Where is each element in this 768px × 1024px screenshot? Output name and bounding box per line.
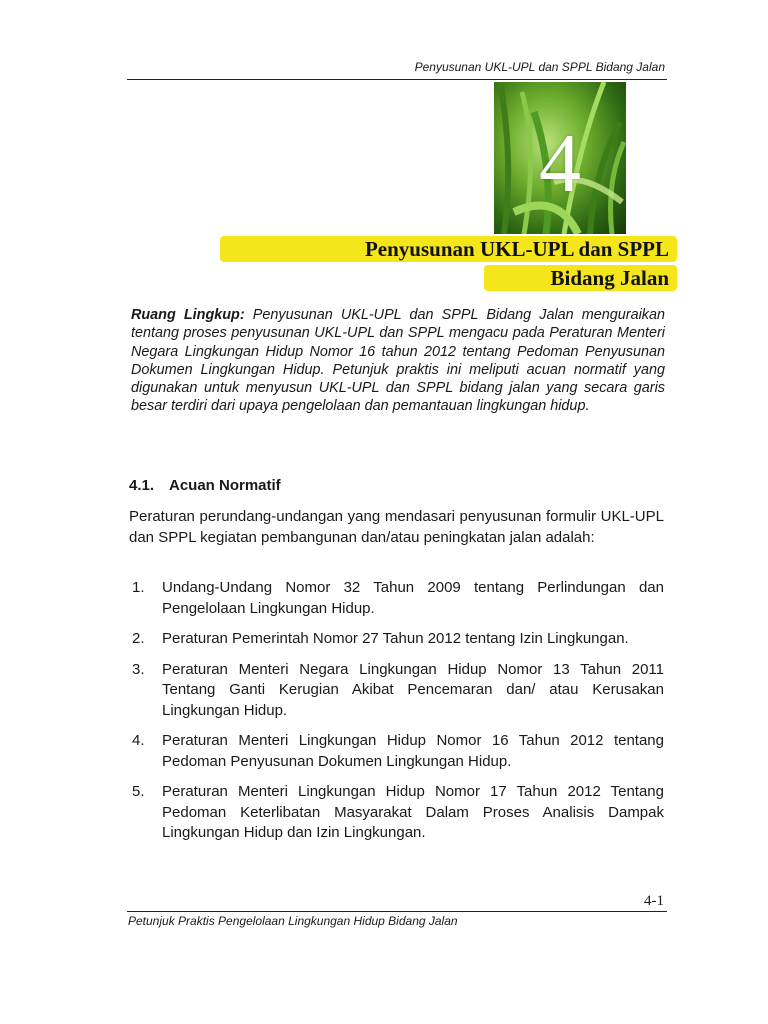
list-item-number: 2. [132, 630, 145, 647]
list-item-number: 4. [132, 732, 145, 749]
scope-text: Penyusunan UKL-UPL dan SPPL Bidang Jalan menguraikan tentang proses penyusunan UKL-UPL dan SPPL mengacu pada Peraturan Menteri Negara Lingkungan Hidup Nomor 16 tahun 2012 tentang Pedoman Penyusunan Dokumen Lingkungan Hidup. Petunjuk praktis ini meliputi acuan normatif yang digunakan untuk menyusun UKL-UPL dan SPPL bidang jalan yang secara garis besar terdiri dari upaya pengelolaan dan pemantauan lingkungan hidup. [131, 307, 665, 415]
footer-divider [127, 911, 667, 912]
list-item [129, 629, 664, 650]
list-item-number: 3. [132, 660, 145, 678]
list-item-text: Peraturan Menteri Lingkungan Hidup Nomor 16 Tahun 2012 tentang Pedoman Penyusunan Dokumen Lingkungan Hidup. [162, 732, 664, 770]
scope-paragraph [131, 306, 665, 416]
running-footer: Petunjuk Praktis Pengelolaan Lingkungan Hidup Bidang Jalan [128, 914, 458, 928]
chapter-number: 4 [539, 117, 581, 210]
section-intro: Peraturan perundang-undangan yang mendasari penyusunan formulir UKL-UPL dan SPPL kegiatan pembangunan dan/atau peningkatan jalan adalah: [129, 508, 664, 546]
section-number: 4.1. [129, 477, 155, 494]
page-number: 4-1 [644, 893, 664, 909]
list-item-text: Peraturan Menteri Lingkungan Hidup Nomor 17 Tahun 2012 Tentang Pedoman Keterlibatan Masyarakat Dalam Proses Analisis Dampak Lingkungan Hidup dan Izin Lingkungan. [162, 783, 664, 841]
running-header: Penyusunan UKL-UPL dan SPPL Bidang Jalan [414, 60, 665, 74]
section-heading [129, 477, 281, 494]
list-item [129, 660, 664, 722]
header-divider [127, 79, 667, 80]
list-item-number: 5. [132, 783, 145, 800]
list-item-number: 1. [132, 579, 145, 596]
regulation-list [129, 578, 664, 854]
list-item [129, 731, 664, 772]
list-item-text: Peraturan Menteri Negara Lingkungan Hidup Nomor 13 Tahun 2011 Tentang Ganti Kerugian Akibat Pencemaran dan/ atau Kerusakan Lingkungan Hidup. [162, 660, 664, 719]
list-item [129, 782, 664, 844]
list-item-text: Peraturan Pemerintah Nomor 27 Tahun 2012 tentang Izin Lingkungan. [162, 630, 629, 647]
list-item [129, 578, 664, 619]
section-title: Acuan Normatif [169, 477, 281, 494]
scope-label: Ruang Lingkup: [131, 307, 245, 323]
chapter-title-line-1: Penyusunan UKL-UPL dan SPPL [220, 236, 677, 262]
list-item-text: Undang-Undang Nomor 32 Tahun 2009 tentang Perlindungan dan Pengelolaan Lingkungan Hidup. [162, 579, 664, 617]
chapter-title-line-2: Bidang Jalan [484, 265, 677, 291]
